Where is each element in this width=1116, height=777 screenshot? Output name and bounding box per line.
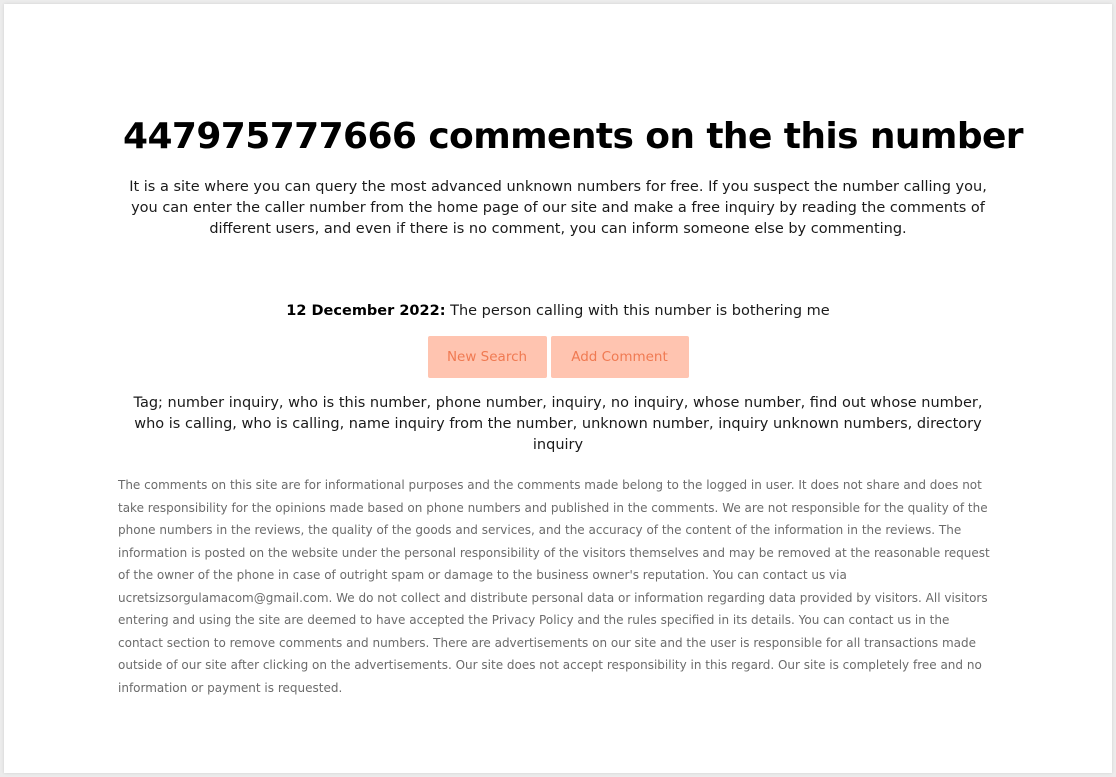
page-title: 447975777666 comments on the this number — [123, 116, 1023, 157]
new-search-button[interactable]: New Search — [428, 336, 547, 378]
disclaimer-text: The comments on this site are for informational purposes and the comments made belong to the logged in user. It does not share and does not take responsibility for the opinions made based on phone numbers and published in the comments. We are not responsible for the quality of the phone numbers in the reviews, the quality of the goods and services, and the accuracy of the content of the information in the reviews. The information is posted on the website under the personal responsibility of the visitors themselves and may be removed at the reasonable request of the owner of the phone in case of outright spam or damage to the business owner's reputation. You can contact us via ucretsizsorgulamacom@gmail.com. We do not collect and distribute personal data or information regarding data provided by visitors. All visitors entering and using the site are deemed to have accepted the Privacy Policy and the rules specified in its details. You can contact us in the contact section to remove comments and numbers. There are advertisements on our site and the user is responsible for all transactions made outside of our site after clicking on the advertisements. Our site does not accept responsibility in this regard. Our site is completely free and no information or payment is requested. — [118, 478, 990, 695]
page-card — [4, 4, 1112, 773]
tags-text: Tag; number inquiry, who is this number, phone number, inquiry, no inquiry, whose number, find out whose number, who is calling, who is calling, name inquiry from the number, unknown number, inquiry unknown numbers, directory inquiry — [133, 395, 983, 453]
main-content — [123, 4, 1023, 456]
add-comment-button[interactable]: Add Comment — [551, 336, 689, 378]
comment-text: The person calling with this number is bothering me — [445, 303, 830, 319]
comment-entry — [123, 301, 993, 322]
intro-text: It is a site where you can query the most advanced unknown numbers for free. If you suspect the number calling you, you can enter the caller number from the home page of our site and make a free inquiry by reading the comments of different users, and even if there is no comment, you can inform someone else by commenting. — [129, 179, 987, 237]
action-buttons — [123, 336, 993, 378]
comment-date: 12 December 2022: — [286, 303, 446, 319]
